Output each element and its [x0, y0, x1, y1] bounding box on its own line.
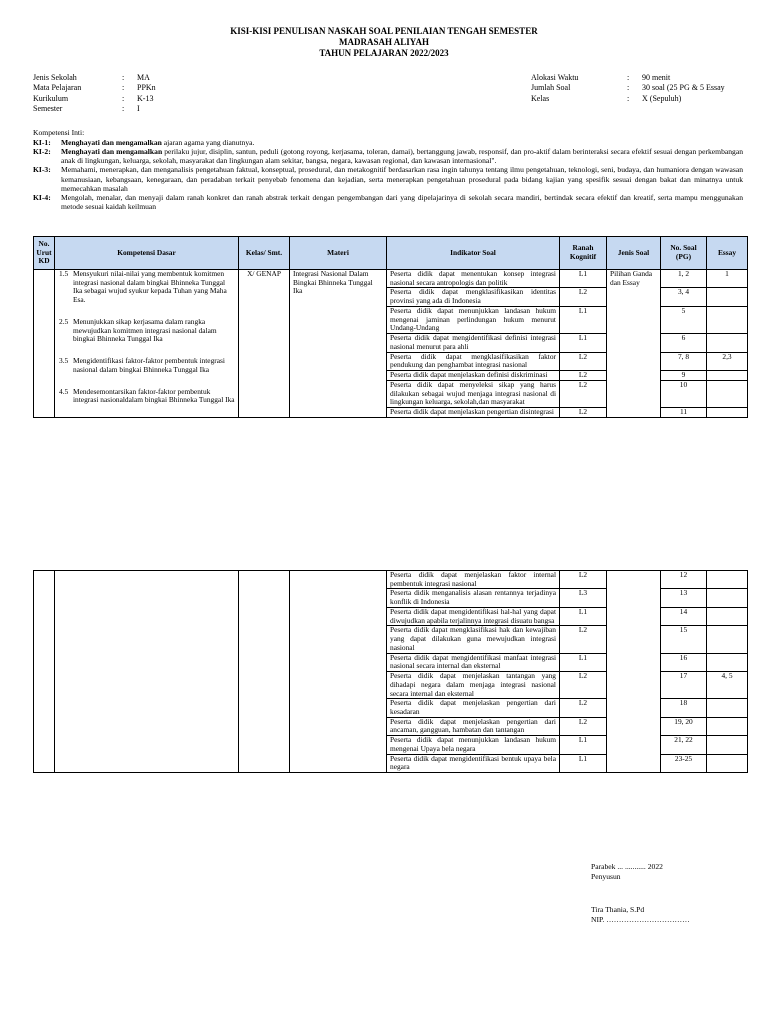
ranah-cell: L2	[560, 380, 607, 407]
kd-number: 4.5	[59, 386, 69, 396]
info-colon: :	[627, 93, 630, 103]
essay-cell	[707, 607, 748, 625]
ki-item-1	[33, 138, 743, 147]
info-value: 30 soal (25 PG & 5 Essay	[642, 83, 725, 93]
no-soal-cell: 23-25	[661, 754, 707, 772]
ki-text	[61, 147, 743, 165]
info-row-semester	[33, 104, 156, 114]
info-row-jenis-sekolah	[33, 73, 156, 83]
info-colon: :	[627, 73, 630, 82]
ranah-cell: L2	[560, 352, 607, 370]
info-label: Kelas	[531, 93, 550, 103]
ki-item-2	[33, 147, 743, 165]
essay-cell	[707, 408, 748, 418]
info-label: Jumlah Soal	[531, 83, 571, 93]
indikator-cell: Peserta didik dapat menjelaskan pengertian dari kesadaran	[387, 699, 560, 717]
essay-cell	[707, 717, 748, 735]
ki-code: KI-2:	[33, 147, 51, 157]
no-soal-cell: 12	[661, 571, 707, 589]
ki-rest: ajaran agama yang dianutnya.	[161, 138, 255, 148]
header-no-urut-kd: No. Urut KD	[34, 237, 55, 270]
essay-cell	[707, 754, 748, 772]
no-soal-cell: 10	[661, 380, 707, 407]
signature-role: Penyusun	[591, 872, 621, 881]
info-row-alokasi-waktu	[531, 73, 725, 83]
essay-cell	[707, 306, 748, 333]
info-value: PPKn	[137, 83, 156, 93]
kd-number: 3.5	[59, 356, 69, 366]
indikator-cell: Peserta didik dapat menunjukkan landasan hukum mengenai jaminan perlindungan hukum menurut Undang-Undang	[387, 306, 560, 333]
indikator-cell: Peserta didik dapat menunjukkan landasan hukum mengenai Upaya bela negara	[387, 736, 560, 754]
ranah-cell: L1	[560, 334, 607, 352]
ki-item-3	[33, 165, 743, 192]
kelas-cell	[239, 571, 290, 773]
kelas-cell: X/ GENAP	[239, 270, 290, 418]
ki-text: Memahami, menerapkan, dan menganalisis pengetahuan faktual, konseptual, prosedural, dan metakognitif berdasarkan rasa ingin tahunya tentang ilmu pengetahuan, teknologi, seni, budaya, dan humaniora dengan wawasan kemanusiaan, kebangsaan, kenegaraan, dan peradaban terkait penyebab fenomena dan kejadian, serta menerapkan pengetahuan prosedural pada bidang kajian yang spesifik sesuai dengan bakat dan minatnya untuk memecahkan masalah	[61, 165, 743, 193]
kd-number: 1.5	[59, 269, 69, 278]
essay-cell	[707, 571, 748, 589]
info-value: X (Sepuluh)	[642, 93, 682, 103]
essay-cell	[707, 371, 748, 381]
kd-item	[58, 357, 235, 374]
title-line-3: TAHUN PELAJARAN 2022/2023	[319, 47, 449, 58]
table-row	[34, 270, 748, 288]
kd-text: Mensyukuri nilai-nilai yang membentuk komitmen integrasi nasional dalam bingkai Bhinneka Tunggal Ika sebagai wujud syukur kepada Tuhan yang Maha Esa.	[73, 269, 227, 305]
ranah-cell: L2	[560, 699, 607, 717]
kd-text: Menunjukkan sikap kerjasama dalam rangka mewujudkan komitmen integrasi nasional dalam bingkai Bhinneka Tunggal Ika	[73, 316, 217, 344]
header-essay: Essay	[707, 237, 748, 270]
materi-cell	[290, 571, 387, 773]
title-line-2: MADRASAH ALIYAH	[339, 36, 429, 47]
no-soal-cell: 21, 22	[661, 736, 707, 754]
table-row	[34, 571, 748, 589]
info-value: K-13	[137, 93, 154, 103]
ranah-cell: L1	[560, 736, 607, 754]
indikator-cell: Peserta didik dapat mengidentifikasi manfaat integrasi nasional secara internal dan eksternal	[387, 653, 560, 671]
no-soal-cell: 15	[661, 626, 707, 653]
kd-item	[58, 318, 235, 344]
kompetensi-inti-section	[33, 128, 743, 211]
ranah-cell: L2	[560, 626, 607, 653]
indikator-cell: Peserta didik dapat mengidentifikasi definisi integrasi nasional menurut para ahli	[387, 334, 560, 352]
ki-bold-phrase: Menghayati dan mengamalkan	[61, 138, 162, 148]
header-ranah-kognitif: Ranah Kognitif	[560, 237, 607, 270]
ranah-cell: L3	[560, 589, 607, 607]
indikator-cell: Peserta didik dapat menjelaskan pengertian dari ancaman, gangguan, hambatan dan tantangan	[387, 717, 560, 735]
info-colon: :	[122, 93, 125, 103]
indikator-cell: Peserta didik menganalisis alasan rentannya terjadinya konflik di Indonesia	[387, 589, 560, 607]
info-label: Jenis Sekolah	[33, 73, 77, 82]
ki-bold-phrase: Menghayati dan mengamalkan	[61, 147, 163, 157]
ranah-cell: L1	[560, 306, 607, 333]
essay-cell	[707, 380, 748, 407]
indikator-cell: Peserta didik dapat menjelaskan faktor internal pembentuk integrasi nasional	[387, 571, 560, 589]
header-materi: Materi	[290, 237, 387, 270]
table-header-row	[34, 237, 748, 270]
materi-cell: Integrasi Nasional Dalam Bingkai Bhinneka Tunggal Ika	[290, 270, 387, 418]
info-label: Mata Pelajaran	[33, 83, 82, 93]
no-soal-cell: 7, 8	[661, 352, 707, 370]
indikator-cell: Peserta didik dapat mengidentifikasi hal-hal yang dapat diwujudkan apabila terjalinnya integrasi disuatu bangsa	[387, 607, 560, 625]
essay-cell: 1	[707, 270, 748, 288]
no-urut-cell	[34, 571, 55, 773]
ki-code: KI-4:	[33, 192, 51, 202]
no-soal-cell: 3, 4	[661, 288, 707, 306]
no-soal-cell: 14	[661, 607, 707, 625]
document-title-block	[0, 26, 768, 58]
ranah-cell: L2	[560, 408, 607, 418]
info-value: 90 menit	[642, 73, 671, 82]
kd-text: Mengidentifikasi faktor-faktor pembentuk integrasi nasional dalam bingkai Bhinneka Tunggal Ika	[73, 356, 225, 374]
essay-cell	[707, 288, 748, 306]
info-label: Semester	[33, 104, 63, 114]
title-line-1: KISI-KISI PENULISAN NASKAH SOAL PENILAIAN TENGAH SEMESTER	[230, 26, 538, 36]
no-soal-cell: 18	[661, 699, 707, 717]
no-soal-cell: 19, 20	[661, 717, 707, 735]
no-soal-cell: 16	[661, 653, 707, 671]
signature-nip: NIP. ……………………………	[591, 915, 690, 924]
ranah-cell: L2	[560, 288, 607, 306]
info-colon: :	[122, 104, 125, 114]
ki-code: KI-3:	[33, 165, 51, 175]
indikator-cell: Peserta didik dapat menjelaskan tantangan yang dihadapi negara dalam menjaga integrasi nasional secara internal dan eksternal	[387, 672, 560, 699]
kd-text: Mendesemontarsikan faktor-faktor pembentuk integrasi nasionaldalam bingkai Bhinneka Tunggal Ika	[73, 386, 235, 405]
info-colon: :	[122, 73, 125, 82]
essay-cell	[707, 589, 748, 607]
ranah-cell: L1	[560, 607, 607, 625]
header-kompetensi-dasar: Kompetensi Dasar	[55, 237, 239, 270]
jenis-soal-cell: Pilihan Ganda dan Essay	[607, 270, 661, 418]
info-row-kelas	[531, 94, 725, 104]
info-colon: :	[627, 83, 630, 93]
no-soal-cell: 13	[661, 589, 707, 607]
ki-text: Mengolah, menalar, dan menyaji dalam ranah konkret dan ranah abstrak terkait dengan pengembangan dari yang dipelajarinya di sekolah secara mandiri, bertindak secara efektif dan kreatif, serta mampu menggunakan metode sesuai kaidah keilmuan	[61, 192, 743, 211]
kisi-kisi-table-continued	[33, 570, 748, 773]
no-soal-cell: 6	[661, 334, 707, 352]
essay-cell	[707, 736, 748, 754]
ranah-cell: L1	[560, 754, 607, 772]
school-info	[33, 73, 156, 115]
ranah-cell: L2	[560, 371, 607, 381]
kompetensi-dasar-cell	[55, 571, 239, 773]
essay-cell	[707, 334, 748, 352]
no-soal-cell: 1, 2	[661, 270, 707, 288]
no-soal-cell: 5	[661, 306, 707, 333]
header-jenis-soal: Jenis Soal	[607, 237, 661, 270]
no-soal-cell: 11	[661, 408, 707, 418]
ki-rest: perilaku jujur, disiplin, santun, peduli (gotong royong, kerjasama, toleran, damai), bertanggung jawab, responsif, dan pro-aktif dalam berinteraksi secara efektif sesuai dengan perkembangan anak di lingkungan, keluarga, sekolah, masyarakat dan lingkungan alam sekitar, bangsa, negara, kawasan regional, dan kawasan internasional".	[61, 147, 744, 166]
kompetensi-dasar-cell	[55, 270, 239, 418]
ranah-cell: L2	[560, 672, 607, 699]
no-soal-cell: 17	[661, 672, 707, 699]
jenis-soal-cell	[607, 571, 661, 773]
info-row-jumlah-soal	[531, 83, 725, 93]
no-soal-cell: 9	[661, 371, 707, 381]
info-label: Kurikulum	[33, 93, 69, 103]
exam-info	[531, 73, 725, 104]
indikator-cell: Peserta didik dapat menjelaskan pengertian disintegrasi	[387, 408, 560, 418]
indikator-cell: Peserta didik dapat mengklasifikasikan identitas provinsi yang ada di Indonesia	[387, 288, 560, 306]
ranah-cell: L1	[560, 270, 607, 288]
ki-text	[61, 138, 743, 147]
ranah-cell: L1	[560, 653, 607, 671]
essay-cell	[707, 699, 748, 717]
ki-item-4	[33, 193, 743, 211]
ki-code: KI-1:	[33, 138, 51, 148]
indikator-cell: Peserta didik dapat menjelaskan definisi diskriminasi	[387, 371, 560, 381]
info-value: MA	[137, 73, 150, 82]
info-value: I	[137, 104, 140, 114]
info-label: Alokasi Waktu	[531, 73, 579, 82]
kd-item	[58, 270, 235, 305]
signature-place-date: Parabek ... ........... 2022	[591, 862, 663, 871]
header-indikator-soal: Indikator Soal	[387, 237, 560, 270]
essay-cell	[707, 653, 748, 671]
ranah-cell: L2	[560, 571, 607, 589]
no-urut-cell	[34, 270, 55, 418]
indikator-cell: Peserta didik dapat mengklasifikasi hak dan kewajiban yang dapat dilakukan guna mewujudkan integrasi nasional	[387, 626, 560, 653]
essay-cell	[707, 626, 748, 653]
info-row-mata-pelajaran	[33, 83, 156, 93]
info-row-kurikulum	[33, 94, 156, 104]
info-colon: :	[122, 83, 125, 93]
kisi-kisi-table	[33, 236, 748, 418]
kd-item	[58, 388, 235, 405]
indikator-cell: Peserta didik dapat mengklasifikasikan faktor pendukung dan penghambat integrasi nasional	[387, 352, 560, 370]
ranah-cell: L2	[560, 717, 607, 735]
signature-name: Tira Thania, S.Pd	[591, 905, 645, 914]
kompetensi-inti-heading: Kompetensi Inti:	[33, 128, 85, 137]
indikator-cell: Peserta didik dapat menyeleksi sikap yang harus dilakukan sebagai wujud menjaga integrasi nasional di lingkungan keluarga, sekolah,dan masyarakat	[387, 380, 560, 407]
indikator-cell: Peserta didik dapat menentukan konsep integrasi nasional secara antropologis dan politik	[387, 270, 560, 288]
essay-cell: 2,3	[707, 352, 748, 370]
header-kelas-smt: Kelas/ Smt.	[239, 237, 290, 270]
kd-number: 2.5	[59, 316, 69, 326]
essay-cell: 4, 5	[707, 672, 748, 699]
header-no-soal-pg: No. Soal (PG)	[661, 237, 707, 270]
indikator-cell: Peserta didik dapat mengidentifikasi bentuk upaya bela negara	[387, 754, 560, 772]
